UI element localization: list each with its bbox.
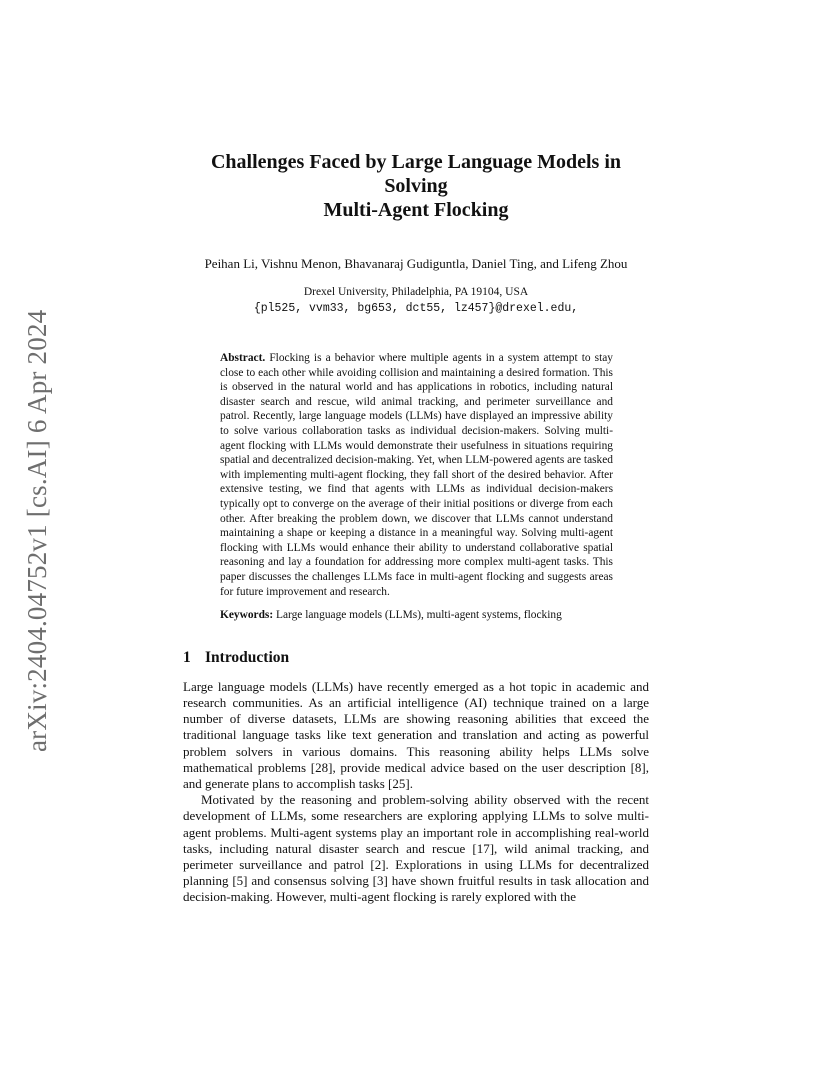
abstract-text: Flocking is a behavior where multiple agents in a system attempt to stay close to each other while avoiding collision and maintaining a desired formation. This is observed in the natural world and has applications in robotics, including natural disaster search and rescue, wild animal tracking, and perimeter surveillance and patrol. Recently, large language models (LLMs) have displayed an impressive ability to solve various collaboration tasks as individual decision-makers. Solving multi-agent flocking with LLMs would demonstrate their usefulness in situations requiring spatial and decentralized decision-making. Yet, when LLM-powered agents are tasked with implementing multi-agent flocking, they fall short of the desired behavior. After extensive testing, we find that agents with LLMs as individual decision-makers typically opt to converge on the average of their initial positions or diverge from each other. After breaking the problem down, we discover that LLMs cannot understand maintaining a shape or keeping a distance in a meaningful way. Solving multi-agent flocking with LLMs would enhance their ability to understand collaborative spatial reasoning and lay a foundation for addressing more complex multi-agent tasks. This paper discusses the challenges LLMs face in multi-agent flocking and suggests areas for future improvement and research. — [220, 352, 613, 598]
arxiv-side-identifier — [16, 298, 56, 758]
keywords-label: Keywords: — [220, 609, 274, 622]
abstract-label: Abstract. — [220, 352, 266, 364]
affiliation: Drexel University, Philadelphia, PA 19104, USA — [303, 286, 529, 298]
title-line-2: Multi-Agent Flocking — [323, 199, 509, 221]
body-paragraph-1: Large language models (LLMs) have recently emerged as a hot topic in academic and research communities. As an artificial intelligence (AI) technique trained on a large number of diverse datasets, LLMs are showing reasoning abilities that exceed the traditional language tasks like text generation and translation and acting as powerful problem solvers in various domains. This reasoning ability helps LLMs solve mathematical problems [28], provide medical advice based on the user description [8], and generate plans to accomplish tasks [25]. — [183, 678, 649, 791]
body-paragraph-2: Motivated by the reasoning and problem-solving ability observed with the recent development of LLMs, some researchers are exploring applying LLMs to solve multi-agent problems. Multi-agent systems play an important role in accomplishing real-world tasks, including natural disaster search and rescue [17], wild animal tracking, and perimeter surveillance and patrol [2]. Explorations in using LLMs for decentralized planning [5] and consensus solving [3] have shown fruitful results in task allocation and decision-making. However, multi-agent flocking is rarely explored with the — [183, 792, 649, 905]
keywords-text: Large language models (LLMs), multi-agent systems, flocking — [276, 609, 562, 622]
paper-page — [183, 150, 649, 906]
paper-title — [183, 150, 649, 222]
arxiv-identifier-text: arXiv:2404.04752v1 [cs.AI] 6 Apr 2024 — [22, 309, 52, 752]
section-number: 1 — [183, 648, 191, 666]
keywords — [220, 608, 613, 623]
title-line-1: Challenges Faced by Large Language Models in Solving — [210, 151, 621, 197]
author-emails: {pl525, vvm33, bg653, dct55, lz457}@drexel.edu, — [253, 302, 579, 315]
abstract — [220, 351, 613, 599]
author-list: Peihan Li, Vishnu Menon, Bhavanaraj Gudiguntla, Daniel Ting, and Lifeng Zhou — [204, 256, 628, 271]
section-heading — [183, 648, 649, 668]
section-title: Introduction — [205, 648, 290, 666]
